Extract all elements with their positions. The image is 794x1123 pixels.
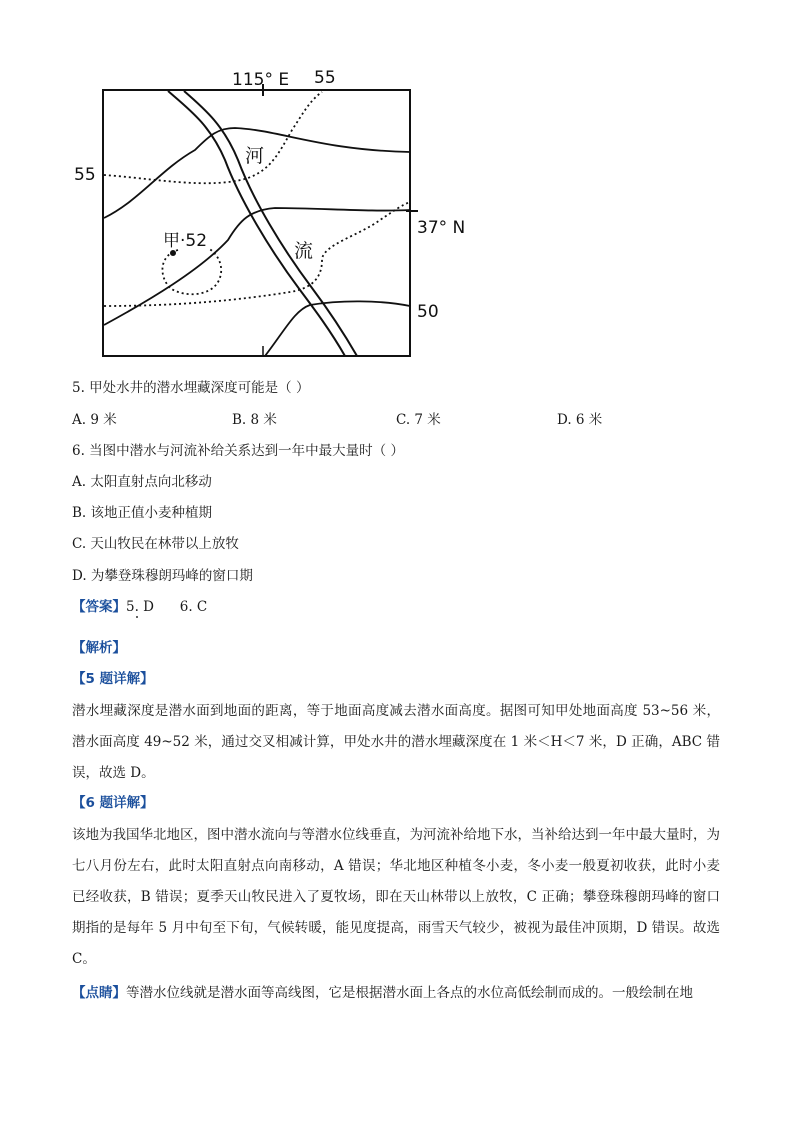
- answer-text: 5. D 6. C: [126, 599, 208, 615]
- q5-stem: 5. 甲处水井的潜水埋藏深度可能是（ ）: [72, 380, 310, 396]
- analysis-heading: [72, 638, 126, 658]
- q6-stem: 6. 当图中潜水与河流补给关系达到一年中最大量时（ ）: [72, 443, 404, 459]
- d6-paragraph: 该地为我国华北地区，图中潜水流向与等潜水位线垂直，为河流补给地下水，当补给达到一年中最大量时，为七八月份左右，此时太阳直射点向南移动，A 错误；华北地区种植冬小麦，冬小麦一般夏初收获，此时小麦已经收获，B 错误；夏季天山牧民进入了夏牧场，即在天山林带以上放牧，C 正确；攀登珠穆朗玛峰的窗口期指的是每年 5 月中旬至下旬，气候转暖，能见度提高，雨雪天气较少，被视为最佳冲顶期，D 错误。故选 C。: [72, 827, 720, 967]
- d5-heading: [72, 669, 154, 689]
- well-label: 甲·52: [163, 231, 208, 251]
- river-char-1: 河: [245, 145, 265, 167]
- q6-option-b[interactable]: B. 该地正值小麦种植期: [72, 505, 213, 521]
- q6-option-a[interactable]: A. 太阳直射点向北移动: [72, 474, 212, 490]
- tip-text: 等潜水位线就是潜水面等高线图，它是根据潜水面上各点的水位高低绘制而成的。一般绘制在地: [126, 985, 693, 1001]
- q5-option-c[interactable]: C. 7 米: [396, 412, 441, 428]
- q5-option-b[interactable]: B. 8 米: [232, 412, 277, 428]
- q6-option-d[interactable]: D. 为攀登珠穆朗玛峰的窗口期: [72, 568, 253, 584]
- river-char-2: 流: [294, 240, 314, 262]
- river-bank-right: [184, 91, 357, 356]
- lon-label: 115° E: [232, 70, 290, 90]
- analysis-tag: 【解析】: [72, 640, 126, 656]
- answer-line: [72, 597, 207, 617]
- q5-option-a[interactable]: A. 9 米: [72, 412, 117, 428]
- d5-tag: 【5 题详解】: [72, 671, 154, 687]
- q5-option-d[interactable]: D. 6 米: [557, 412, 603, 428]
- d5-paragraph: 潜水埋藏深度是潜水面到地面的距离，等于地面高度减去潜水面高度。据图可知甲处地面高度 53~56 米，潜水面高度 49~52 米，通过交叉相减计算，甲处水井的潜水埋藏深度在 1 米＜H＜7 米，D 正确，ABC 错误，故选 D。: [72, 703, 720, 781]
- answer-tag: 【答案】: [72, 599, 126, 615]
- d6-heading: [72, 793, 154, 813]
- tip-tag: 【点睛】: [72, 985, 126, 1001]
- right-contour-label: 50: [417, 302, 439, 322]
- top-contour-label: 55: [314, 68, 336, 88]
- q6-option-c[interactable]: C. 天山牧民在林带以上放牧: [72, 536, 239, 552]
- decorative-dot: [136, 616, 138, 618]
- lat-label: 37° N: [417, 218, 466, 238]
- left-contour-label: 55: [74, 165, 96, 185]
- ground-contour-3: [265, 301, 410, 356]
- d6-tag: 【6 题详解】: [72, 795, 154, 811]
- map-svg: [60, 60, 480, 370]
- tip-paragraph: [72, 978, 720, 1009]
- contour-map: [60, 60, 480, 370]
- water-contour-2: [104, 202, 410, 306]
